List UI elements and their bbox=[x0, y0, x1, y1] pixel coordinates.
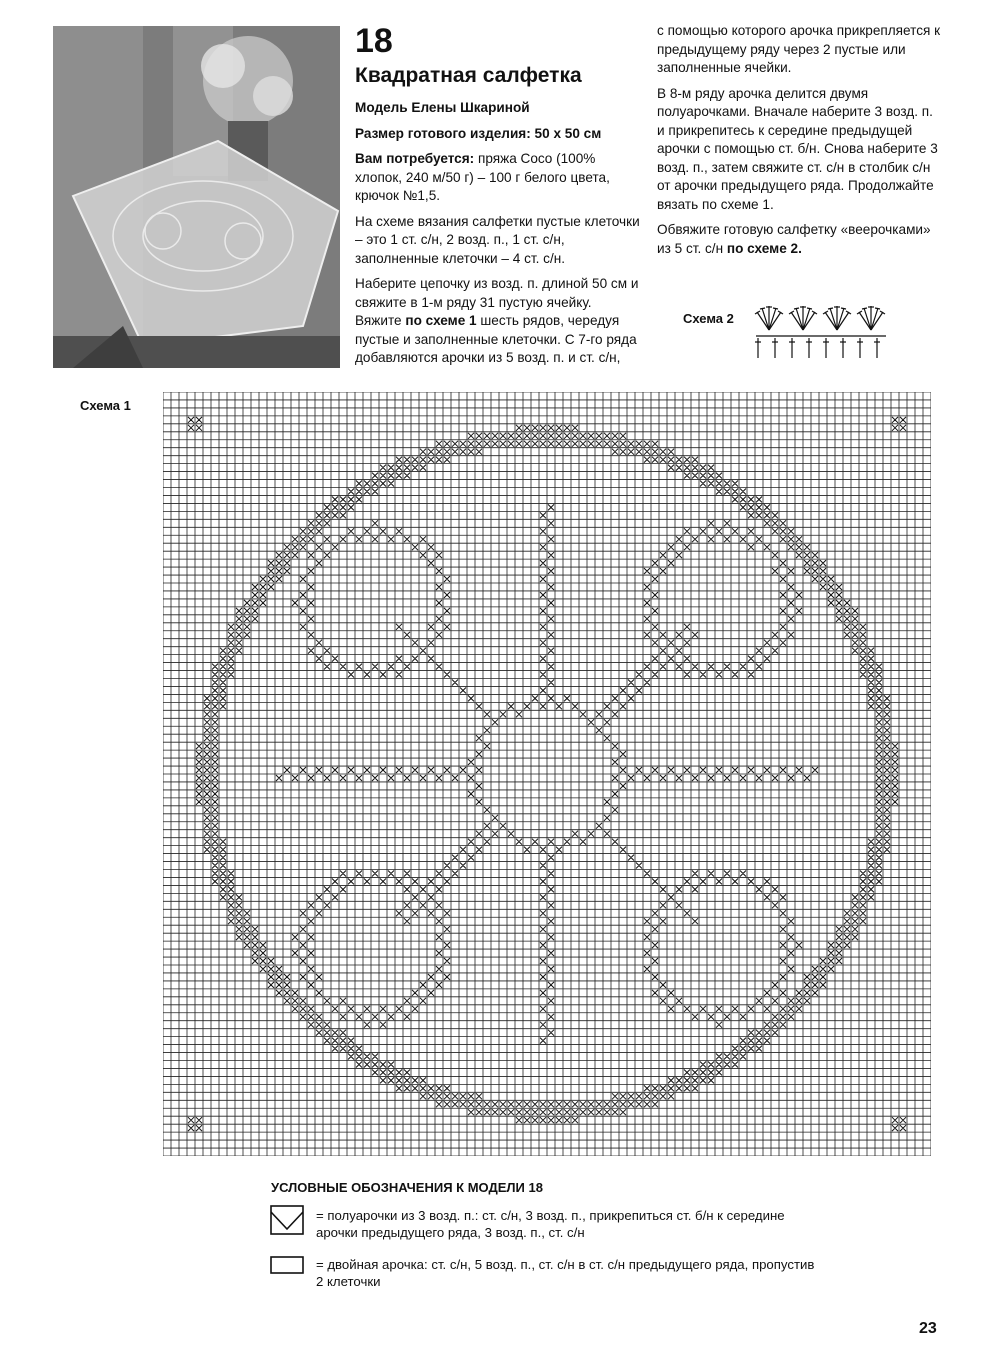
cast-on-paragraph: Наберите цепочку из возд. п. длиной 50 см и свяжите в 1-м ряду 31 пустую ячейку. Вяжите по схеме 1 шесть рядов, чередуя пустые и заполненные клеточки. С 7-го ряда добавляются арочки из 5 возд. п. и ст. с/н, bbox=[355, 276, 639, 365]
schema2-fan-diagram bbox=[752, 302, 892, 364]
edging-paragraph: Обвяжите готовую салфетку «веерочками» из 5 ст. с/н по схеме 2. bbox=[657, 222, 931, 256]
scheme-note: На схеме вязания салфетки пустые клеточки – это 1 ст. с/н, 2 возд. п., 1 ст. с/н, заполненные клеточки – 4 ст. с/н. bbox=[355, 213, 640, 266]
size-value: 50 x 50 см bbox=[534, 125, 602, 141]
doily-photo bbox=[53, 26, 340, 368]
row8-paragraph: В 8-м ряду арочка делится двумя полуарочками. Вначале наберите 3 возд. п. и прикрепитесь к середине предыдущей арочки с помощью ст. б/н. Снова наберите 3 возд. п., затем свяжите ст. с/н в столбик с/н от арочки предыдущего ряда. Продолжайте вязать по схеме 1. bbox=[657, 85, 938, 212]
materials-label: Вам потребуется: bbox=[355, 151, 475, 166]
schema2-label: Схема 2 bbox=[683, 311, 734, 326]
schema1-filet-chart bbox=[163, 392, 931, 1156]
size-label: Размер готового изделия: bbox=[355, 125, 531, 141]
legend-item-double-arch: = двойная арочка: ст. с/н, 5 возд. п., ст. с/н в ст. с/н предыдущего ряда, пропустив 2 клеточки bbox=[316, 1257, 815, 1289]
model-author: Модель Елены Шкариной bbox=[355, 100, 530, 115]
schema1-label: Схема 1 bbox=[80, 398, 131, 413]
continuation-paragraph: с помощью которого арочка прикрепляется к предыдущему ряду через 2 пустые или заполненные ячейки. bbox=[657, 23, 941, 75]
legend-title: УСЛОВНЫЕ ОБОЗНАЧЕНИЯ К МОДЕЛИ 18 bbox=[271, 1180, 543, 1195]
half-arch-symbol-icon bbox=[270, 1205, 304, 1235]
page-number: 23 bbox=[919, 1320, 937, 1337]
description-column-2 bbox=[657, 22, 942, 265]
model-title: Квадратная салфетка bbox=[355, 64, 582, 87]
materials-text: пряжа Coco (100% хлопок, 240 м/50 г) – 100 г белого цвета, крючок №1,5. bbox=[355, 151, 610, 203]
description-column-1 bbox=[355, 99, 640, 375]
double-arch-symbol-icon bbox=[270, 1256, 304, 1276]
legend-item-half-arch: = полуарочки из 3 возд. п.: ст. с/н, 3 возд. п., прикрепиться ст. б/н к середине арочки предыдущего ряда, 3 возд. п., ст. с/н bbox=[316, 1208, 785, 1240]
model-number: 18 bbox=[355, 22, 393, 60]
